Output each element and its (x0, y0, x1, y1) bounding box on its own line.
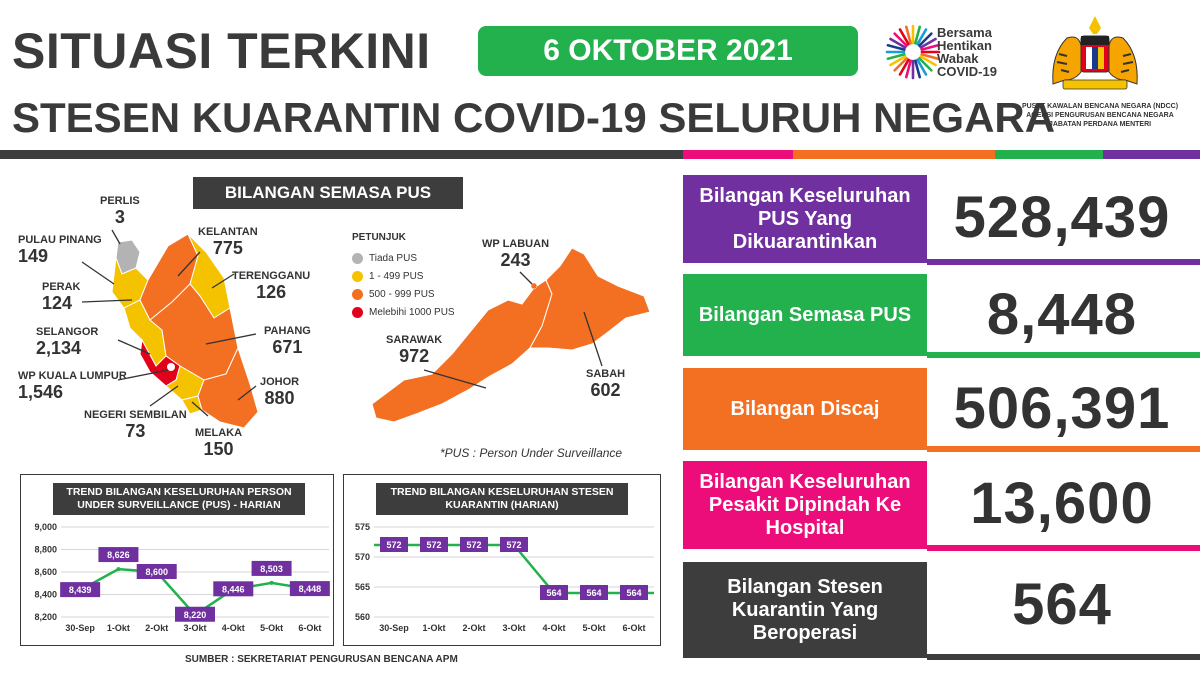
divider-orange (793, 150, 995, 159)
divider-dark (0, 150, 683, 159)
label-negeri-sembilan (84, 409, 187, 442)
legend-label: Tiada PUS (369, 252, 417, 264)
y-tick-label: 565 (354, 582, 370, 592)
x-tick-label: 5-Okt (260, 623, 284, 633)
state-value: 671 (272, 337, 303, 357)
data-point (116, 567, 120, 571)
stat-underline (927, 352, 1200, 358)
x-tick-label: 4-Okt (542, 623, 566, 633)
state-value: 2,134 (36, 338, 82, 358)
legend-label: 500 - 999 PUS (369, 288, 435, 300)
label-wp-labuan (482, 238, 549, 271)
series-line (374, 545, 654, 593)
state-value: 602 (590, 380, 621, 400)
state-value: 3 (114, 207, 125, 227)
stat-underline (927, 654, 1200, 660)
label-perlis (100, 195, 140, 228)
legend-item (352, 249, 455, 267)
state-name: TERENGGANU (232, 270, 311, 282)
stat-stations-label: Bilangan Stesen Kuarantin Yang Beroperasi (683, 562, 927, 658)
legend-swatch (352, 289, 363, 300)
state-name: WP LABUAN (482, 238, 550, 250)
y-tick-label: 8,200 (34, 612, 57, 622)
state-value: 149 (18, 246, 49, 266)
legend-swatch (352, 307, 363, 318)
coat-of-arms-icon (1045, 14, 1145, 94)
stat-total-pus-value: 528,439 (953, 184, 1171, 250)
state-value: 124 (42, 293, 73, 313)
state-value: 150 (203, 439, 234, 459)
x-tick-label: 3-Okt (502, 623, 526, 633)
chart-title: TREND BILANGAN KESELURUHAN STESEN KUARANTIN (HARIAN) (376, 483, 628, 515)
stat-total-pus-label: Bilangan Keseluruhan PUS Yang Dikuarantinkan (683, 175, 927, 263)
agency-info (1010, 102, 1190, 129)
stat-hospital-value: 13,600 (970, 470, 1154, 536)
stat-current-pus-label: Bilangan Semasa PUS (683, 274, 927, 356)
y-tick-label: 570 (354, 552, 370, 562)
label-kelantan (198, 226, 258, 259)
chart-title: TREND BILANGAN KESELURUHAN PERSON UNDER SURVEILLANCE (PUS) - HARIAN (53, 483, 305, 515)
state-name: SABAH (586, 368, 626, 380)
data-label: 564 (626, 588, 642, 598)
stat-underline (927, 446, 1200, 452)
legend-item (352, 285, 455, 303)
campaign-text-2: Hentikan (937, 38, 992, 53)
state-value: 775 (212, 238, 243, 258)
state-value: 880 (264, 388, 295, 408)
label-terengganu (232, 270, 310, 303)
state-name: JOHOR (260, 376, 300, 388)
chart-pus-trend (20, 474, 334, 646)
map-legend (352, 232, 455, 321)
date-badge: 6 OKTOBER 2021 (478, 26, 858, 76)
label-johor (260, 376, 299, 409)
state-name: PERLIS (100, 195, 140, 207)
chart-station-trend (343, 474, 661, 646)
x-tick-label: 30-Sep (379, 623, 409, 633)
source-note: SUMBER : SEKRETARIAT PENGURUSAN BENCANA APM (185, 654, 458, 665)
legend-swatch (352, 271, 363, 282)
divider-green (995, 150, 1103, 159)
campaign-text-1: Bersama (937, 25, 992, 40)
x-tick-label: 3-Okt (183, 623, 207, 633)
label-wp-kl (18, 370, 127, 403)
campaign-logo (885, 22, 1015, 84)
sunburst-icon (885, 24, 941, 80)
legend-title: PETUNJUK (352, 232, 406, 243)
y-tick-label: 9,000 (34, 522, 57, 532)
x-tick-label: 2-Okt (145, 623, 169, 633)
x-tick-label: 1-Okt (422, 623, 446, 633)
y-tick-label: 575 (354, 522, 370, 532)
data-label: 8,503 (260, 563, 283, 574)
stat-discharge-label: Bilangan Discaj (683, 368, 927, 450)
legend-item (352, 303, 455, 321)
label-sabah (586, 368, 625, 401)
x-tick-label: 1-Okt (106, 623, 130, 633)
y-tick-label: 8,600 (34, 567, 57, 577)
state-name: NEGERI SEMBILAN (84, 409, 187, 421)
data-label: 564 (586, 588, 602, 598)
data-label: 8,439 (68, 585, 92, 596)
state-name: PAHANG (264, 325, 311, 337)
label-pulau-pinang (18, 234, 102, 267)
stat-hospital-label: Bilangan Keseluruhan Pesakit Dipindah Ke Hospital (683, 461, 927, 549)
label-pahang (264, 325, 311, 358)
campaign-text-3: Wabak (937, 51, 979, 66)
stat-discharge-value: 506,391 (953, 375, 1171, 441)
data-label: 572 (506, 540, 522, 550)
data-label: 572 (386, 540, 402, 550)
data-label: 564 (546, 588, 562, 598)
x-tick-label: 30-Sep (65, 623, 95, 633)
data-label: 572 (466, 540, 482, 550)
stat-stations-value: 564 (1012, 571, 1112, 637)
x-tick-label: 6-Okt (298, 623, 322, 633)
y-tick-label: 8,800 (34, 544, 57, 555)
map-footnote: *PUS : Person Under Surveillance (440, 446, 623, 460)
y-tick-label: 8,400 (34, 589, 57, 600)
state-value: 972 (399, 346, 430, 366)
state-name: SARAWAK (386, 334, 443, 346)
agency-line-2: AGENSI PENGURUSAN BENCANA NEGARA (1026, 112, 1174, 119)
y-tick-label: 560 (354, 612, 370, 622)
x-tick-label: 4-Okt (221, 623, 245, 633)
legend-item (352, 267, 455, 285)
label-selangor (36, 326, 98, 359)
label-sarawak (386, 334, 442, 367)
data-label: 8,448 (298, 584, 322, 595)
state-value: 73 (125, 421, 146, 441)
legend-label: Melebihi 1000 PUS (369, 306, 455, 318)
campaign-text-4: COVID-19 (937, 64, 997, 79)
stat-underline (927, 545, 1200, 551)
data-label: 8,220 (183, 609, 207, 620)
state-name: SELANGOR (36, 326, 99, 338)
page-title: SITUASI TERKINI (12, 23, 431, 79)
data-point (270, 581, 274, 585)
data-label: 8,446 (222, 584, 245, 595)
state-name: PULAU PINANG (18, 234, 102, 246)
data-label: 8,600 (145, 567, 168, 577)
label-melaka (195, 427, 242, 460)
state-name: PERAK (42, 281, 81, 293)
divider-pink (683, 150, 793, 159)
divider-purple (1103, 150, 1200, 159)
agency-line-1: PUSAT KAWALAN BENCANA NEGARA (NDCC) (1021, 103, 1179, 110)
label-perak (42, 281, 81, 314)
page-subtitle: STESEN KUARANTIN COVID-19 SELURUH NEGARA (12, 94, 1056, 141)
map-title: BILANGAN SEMASA PUS (193, 177, 463, 209)
x-tick-label: 6-Okt (622, 623, 646, 633)
stat-underline (927, 259, 1200, 265)
stat-current-pus-value: 8,448 (986, 281, 1138, 347)
data-label: 572 (426, 540, 442, 550)
state-name: WP KUALA LUMPUR (18, 370, 127, 382)
state-value: 243 (500, 250, 531, 270)
legend-swatch (352, 253, 363, 264)
state-value: 1,546 (18, 382, 64, 402)
legend-label: 1 - 499 PUS (369, 270, 424, 282)
x-tick-label: 2-Okt (462, 623, 486, 633)
state-value: 126 (256, 282, 287, 302)
data-label: 8,626 (107, 550, 130, 561)
x-tick-label: 5-Okt (582, 623, 606, 633)
state-name: MELAKA (195, 427, 243, 439)
state-name: KELANTAN (198, 226, 258, 238)
agency-line-3: JABATAN PERDANA MENTERI (1048, 121, 1152, 128)
